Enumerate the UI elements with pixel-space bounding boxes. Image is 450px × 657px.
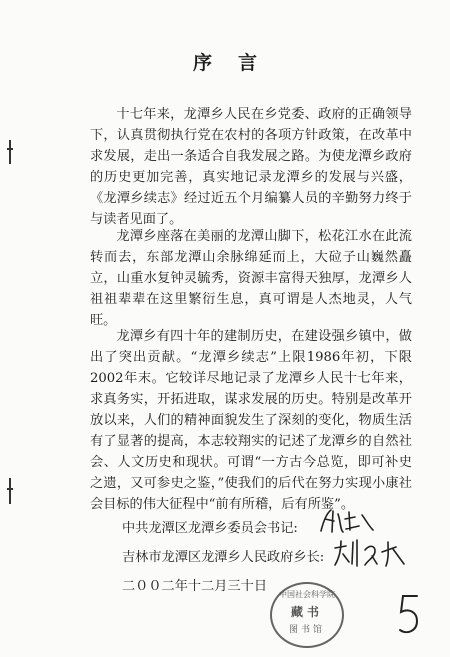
signature-line-party-secretary: 中共龙潭区龙潭乡委员会书记: [122,521,298,536]
binding-mark [9,478,11,504]
signature-date: 二００二年十二月三十日 [122,579,268,594]
handwritten-signature [332,536,410,570]
binding-mark [7,488,13,490]
stamp-middle-text: 藏书 [290,605,323,619]
paragraph: 龙潭乡座落在美丽的龙潭山脚下，松花江水在此流转而去，东部龙潭山余脉绵延而上，大砬子山巍然矗立，山重水复钟灵毓秀，资源丰富得天独厚，龙潭乡人祖祖辈辈在这里繁衍生息，真可谓是人杰地灵，人气旺。 [90,229,412,328]
library-stamp [270,582,344,648]
signature-line-township-head: 吉林市龙潭区龙潭乡人民政府乡长: [122,550,325,565]
stamp-top-text: 中国社会科学院 [279,590,335,599]
paragraph: 十七年来，龙潭乡人民在乡党委、政府的正确领导下，认真贯彻执行党在农村的各项方针政策，在改革中求发展，走出一条适合自我发展之路。为使龙潭乡政府的历史更加完善，真实地记录龙潭乡的发展与兴盛，《龙潭乡续志》经过近五个月编纂人员的辛勤努力终于与读者见面了。 [90,107,412,227]
page-title: 序言 [192,52,283,74]
handwritten-signature [318,505,376,537]
binding-mark [9,140,11,164]
binding-mark [7,148,13,150]
paragraph: 龙潭乡有四十年的建制历史，在建设强乡镇中，做出了突出贡献。“龙潭乡续志”上限1986年初，下限2002年末。它较详尽地记录了龙潭乡人民十七年来，求真务实，开拓进取，谋求发展的历史。特别是改革开放以来，人们的精神面貌发生了深刻的变化，物质生活有了显著的提高，本志较翔实的记述了龙潭乡的自然社会、人文历史和现状。可谓“一方古今总览，即可补史之遗，又可参史之鉴，”使我们的后代在努力实现小康社会目标的伟大征程中“前有所稽，后有所鉴”。 [90,329,412,512]
handwritten-page-number [395,592,423,638]
stamp-bottom-text: 图书馆 [288,625,325,635]
